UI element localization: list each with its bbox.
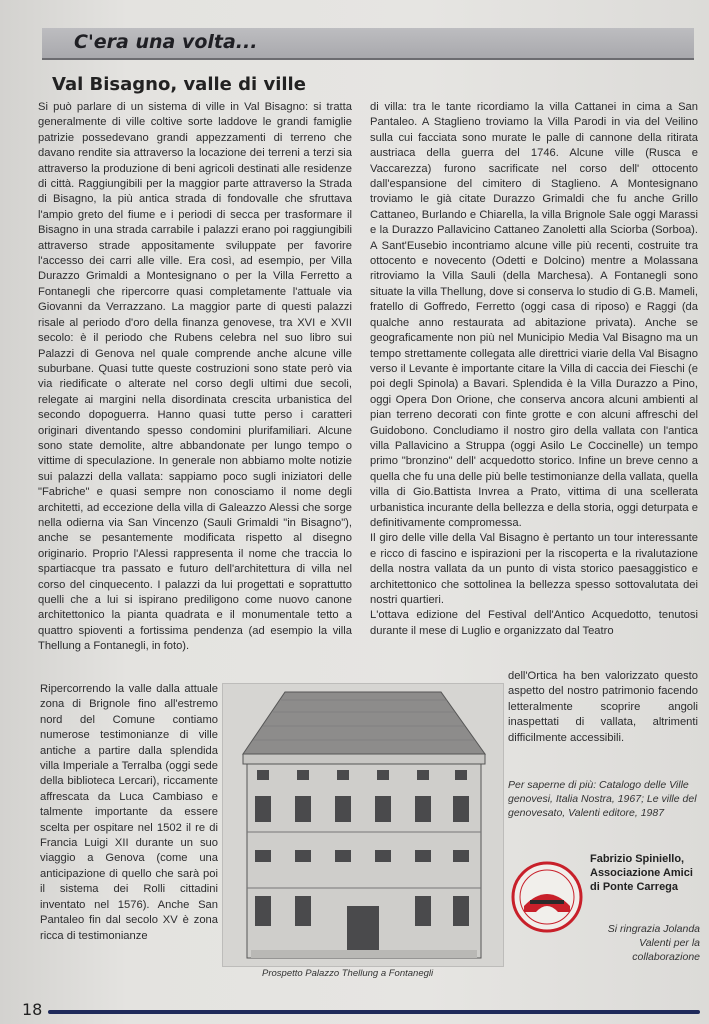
figure-caption: Prospetto Palazzo Thellung a Fontanegli — [262, 968, 434, 979]
right-column-continued — [508, 669, 698, 746]
left-column — [38, 100, 352, 655]
author-organization: Associazione Amici di Ponte Carrega — [590, 867, 693, 893]
right-column-paragraph-3: L'ottava edizione del Festival dell'Antico Acquedotto, tenutosi durante il mese di Luglio e organizzato dal Teatro — [370, 609, 698, 637]
article-title: Val Bisagno, valle di ville — [52, 74, 306, 95]
right-column-paragraph-3-continued: dell'Ortica ha ben valorizzato questo aspetto del nostro patrimonio facendo letteralmente scoprire angoli inaspettati di vallata, altrimenti difficilmente accessibili. — [508, 670, 698, 744]
author-name: Fabrizio Spiniello, — [590, 853, 685, 865]
bridge-logo-icon — [510, 860, 584, 934]
section-banner — [42, 28, 694, 60]
right-column — [370, 100, 698, 639]
sources-note: Per saperne di più: Catalogo delle Ville genovesi, Italia Nostra, 1967; Le ville del genovesato, Valenti editore, 1987 — [508, 779, 697, 819]
footer-rule — [48, 1010, 700, 1014]
section-title: C'era una volta... — [74, 31, 258, 53]
palazzo-drawing — [222, 683, 504, 967]
bottom-left-column-text: Ripercorrendo la valle dalla attuale zona di Brignole fino all'estremo nord del Comune contiamo numerose testimonianze di ville antiche a partire dalla splendida villa Imperiale a Terralba (oggi sede della biblioteca Lercari), riccamente affrescata da Luca Cambiaso e talmente importante da essere scelta per ospitare nel 1502 il re di Francia Luigi XII durante un suo viaggio a Genova (come una anticipazione di quello che sarà poi il sistema dei Rolli cittadini inventato nel 1576). Anche San Pantaleo fin dal secolo XV è zona ricca di testimonianze — [40, 683, 218, 942]
page-number: 18 — [22, 1000, 43, 1019]
left-column-text: Si può parlare di un sistema di ville in Val Bisagno: si tratta generalmente di ville coltive sorte laddove le grandi famiglie patrizie possedevano grandi appezzamenti di terreno che davano rendite sia attraverso la locazione dei terreni a terzi sia attraverso la produzione di beni agricoli destinati alle residenze di città. Raggiungibili per la maggior parte attraverso la Strada di Bisagno, la più antica strada di fondovalle che sfruttava l'ampio greto del fiume e i periodi di secca per trasformare il Bisagno in una strada carrabile i palazzi erano poi raggiungibili attraverso strade appositamente sviluppate per favorire l'accesso dei carri alle ville. Era così, ad esempio, per Villa Durazzo Grimaldi a Montesignano o per la Villa Ferretto a Fontanegli che ripercorre quasi completamente l'attuale via Giovanni da Verrazzano. La maggior parte di questi palazzi risale al periodo d'oro della finanza genovese, tra XVI e XVII secolo: è il periodo che Rubens celebra nel suo libro sui Palazzi di Genova nel quale comprende anche alcune ville suburbane. Quasi tutte queste costruzioni sono state però via via riedificate o alterate nel corso degli ultimi due secoli, relegate ai margini nella disordinata crescita urbanistica del secondo dopoguerra. Hanno quasi tutte perso i caratteri originari diventando spesso condomini plurifamiliari. Alcune sono state demolite, altre abbandonate per lungo tempo o vittime di speculazione. In generale non abbiamo molte notizie sui palazzi della vallata: sappiamo poco sugli iniziatori delle "Fabriche" e quasi sempre non conosciamo il nome degli architetti, ad eccezione della villa di Galeazzo Alessi che sorge nella odierna via San Vincenzo (Sauli Grimaldi "in Bisagno"), anche se pesantemente modificata rispetto al disegno originario. Proprio l'Alessi rappresenta il nome che traccia lo spartiacque tra passato e futuro dell'architettura di villa nel corso del cinquecento. I palazzi da lui progettati e soprattutto quelli che a lui si ispirano prediligono come nuovo canone architettonico la pianta quadrata e il monumentale tetto a quattro spioventi a fortissima pendenza (ad esempio la villa Thellung a Fontanegli, in foto). — [38, 101, 352, 653]
right-column-paragraph-2: Il giro delle ville della Val Bisagno è pertanto un tour interessante e ricco di fascino e ispirazioni per la riscoperta e la rivalutazione della nostra vallata da un punto di vista storico paesaggistico e architettonico che sottolinea la bellezza spesso sottovalutata dei nostri quartieri. — [370, 532, 698, 606]
author-block — [590, 852, 700, 894]
palazzo-facade-illustration — [223, 684, 503, 966]
bottom-left-column — [40, 682, 218, 944]
right-column-paragraph-1: di villa: tra le tante ricordiamo la villa Cattanei in cima a San Pantaleo. A Staglieno troviamo la Villa Parodi in via del Veilino sulla cui facciata sono murate le palle di cannone della ritirata austriaca della guerra del 1746. Alcune ville (Rusca e Vaccarezza) furono sacrificate nel corso dell' ottocento dall'espansione del cimitero di Staglieno. A Montesignano troviamo le già citate Durazzo Grimaldi che fu anche Grillo Cattaneo, Burlando e Chiarella, la villa Brignole Sale oggi Marassi e la Durazzo Pallavicino Cattaneo Zanoletti alla Sciorba (Sorboa). A Sant'Eusebio incontriamo alcune ville più recenti, costruite tra ottocento e novecento (Odetti e Dolcino) mentre a Molassana ritroviamo la Villa Sauli (della Marchesa). A Fontanegli sono situate la villa Thellung, dove si conserva lo studio di G.B. Mameli, fratello di Goffredo, Ferretto (oggi casa di riposo) e Raggi (da qualche anno restaurata ad abitazione privata). Anche se geograficamente non più nel Municipio Media Val Bisagno ma un tempo strettamente collegata alle direttrici viarie della Val Bisagno verso il Levante è importante citare la Villa di caccia dei Fieschi (e poi degli Spinola) a Bavari. Splendida è la Villa Durazzo a Pino, oggi Opera Don Orione, che conserva ancora alcuni ambienti al pian terreno decorati con finte grotte e con alcuni affreschi del Guidobono. Concludiamo il nostro giro della vallata con l'antica villa Pallavicino a Struppa (oggi Asilo Le Coccinelle) un tempo primo "bronzino" dell' acquedotto storico. Infine un breve cenno a quella che fu una delle più belle testimonianze della vallata, quella villa di Gio.Battista Invrea a Prato, vittima di una scellerata urbanistica incurante della bellezza e della storia, oggi deturpata e definitivamente compromessa. — [370, 101, 698, 529]
acknowledgement: Si ringrazia Jolanda Valenti per la collaborazione — [607, 923, 700, 963]
